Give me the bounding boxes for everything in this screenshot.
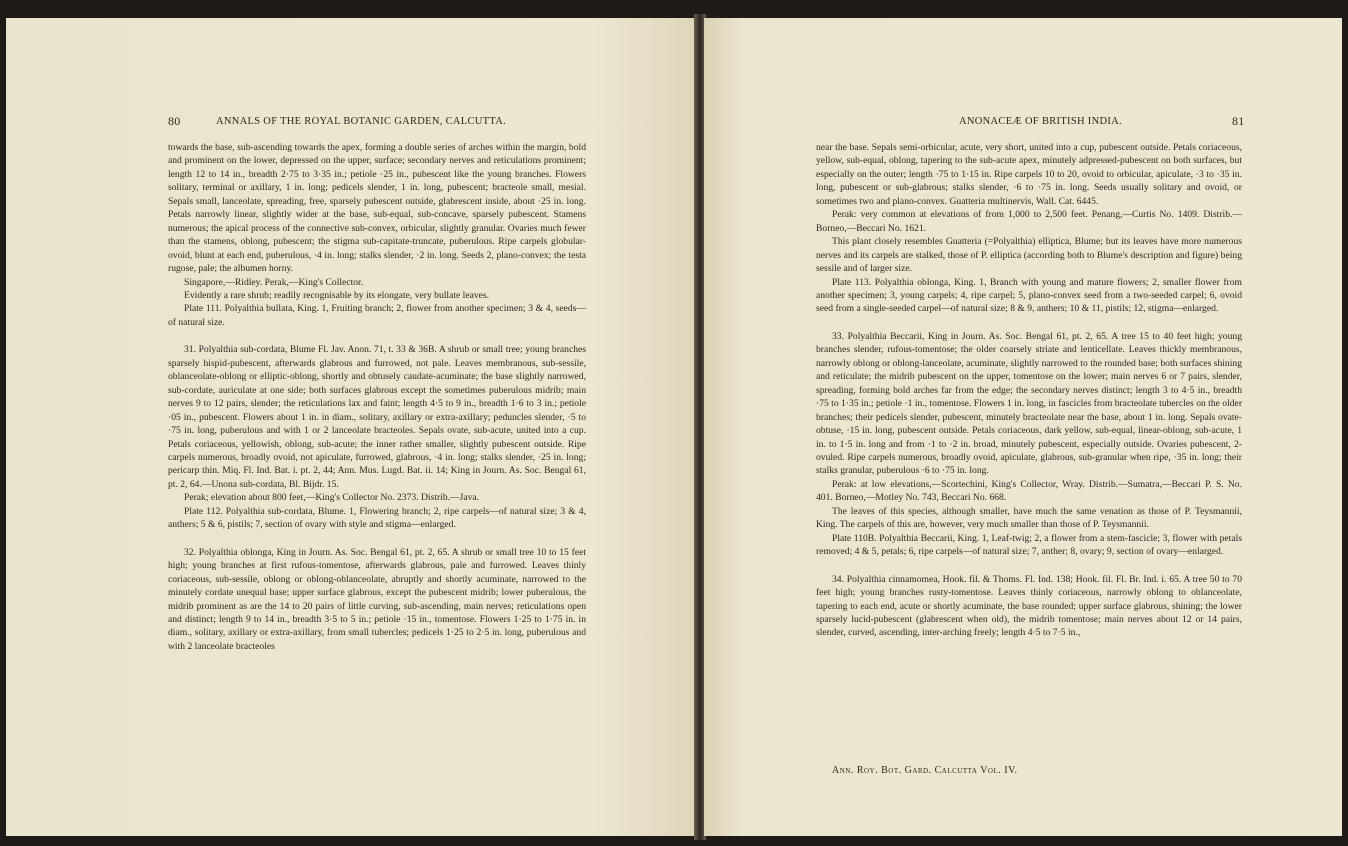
- page-footer: Ann. Roy. Bot. Gard. Calcutta Vol. IV.: [832, 765, 1018, 776]
- running-head: ANNALS OF THE ROYAL BOTANIC GARDEN, CALCUTTA.: [216, 116, 507, 127]
- left-page: [6, 18, 696, 836]
- paragraph: Singapore,—Ridley. Perak,—King's Collector.: [184, 276, 364, 288]
- paragraph: Perak: very common at elevations of from 1,000 to 2,500 feet. Penang,—Curtis No. 1409. Distrib.—Borneo,—Beccari No. 1621.: [816, 209, 1242, 234]
- paragraph: near the base. Sepals semi-orbicular, acute, very short, united into a cup, pubescent outside. Petals coriaceous, yellow, sub-equal, oblong, tapering to the sub-acute apex, minutely adpressed-pubescent on both surfaces, but especially on the outer; length ·75 to 1·15 in. Ripe carpels 10 to 20, ovoid to orbicular, apiculate, ·3 to ·35 in. long, pubescent or sub-glabrous; stalks slender, ·6 to ·75 in. long. Seeds usually solitary and ovoid, or sometimes two and plano-convex. Guatteria multinervis, Wall. Cat. 6445.: [816, 142, 1242, 207]
- running-head: ANONACEÆ OF BRITISH INDIA.: [959, 116, 1122, 127]
- page-body: [168, 141, 586, 653]
- page-number: 81: [1232, 114, 1245, 128]
- paragraph: Evidently a rare shrub; readily recognisable by its elongate, very bullate leaves.: [184, 289, 490, 301]
- page-body: [816, 141, 1242, 640]
- species-entry: 31. Polyalthia sub-cordata, Blume Fl. Jav. Anon. 71, t. 33 & 36B. A shrub or small tree; young branches sparsely hispid-pubescent, afterwards glabrous and furrowed, not pale. Leaves membranous, sub-sessile, oblanceolate-oblong or elliptic-oblong, shortly and obtusely caudate-acuminate; the base slightly narrowed, sub-cordate, auriculate at one side; both surfaces glabrous except the sometimes puberulous midrib; main nerves 9 to 12 pairs, slender; the reticulations lax and faint; length 4·5 to 9 in., breadth 1·6 to 3 in.; petiole ·05 in., pubescent. Flowers about 1 in. in diam., solitary, axillary or extra-axillary; peduncles slender, ·5 to ·75 in. long, puberulous and with 1 or 2 lanceolate bracteoles. Sepals ovate, sub-acute, united into a cup. Petals coriaceous, yellowish, oblong, sub-acute; the inner rather smaller, slightly pubescent outside. Ripe carpels numerous, broadly ovoid, not apiculate, furrowed, glabrous, ·4 in. long; stalks slender, ·25 in. long; pericarp thin. Miq. Fl. Ind. Bat. i. pt. 2, 44; Ann. Mus. Lugd. Bat. ii. 14; King in Journ. As. Soc. Bengal 61, pt. 2, 64.—Unona sub-cordata, Bl. Bijdr. 15.: [168, 344, 586, 490]
- paragraph: This plant closely resembles Guatteria (=Polyalthia) elliptica, Blume; but its leaves have more numerous nerves and its carpels are stalked, those of P. elliptica (according both to Blume's description and figure) being sessile and of larger size.: [816, 236, 1242, 275]
- paragraph: Perak; elevation about 800 feet,—King's Collector No. 2373. Distrib.—Java.: [184, 492, 480, 504]
- paragraph: towards the base, sub-ascending towards the apex, forming a double series of arches within the margin, bold and prominent on the lower, depressed on the upper, surface; secondary nerves and reticulations prominent; length 12 to 14 in., breadth 2·75 to 3·35 in.; petiole ·25 in., pubescent like the young branches. Flowers solitary, terminal or axillary, 1 in. long; pedicels slender, 1 in. long, pubescent; bracteole small, mesial. Sepals small, lanceolate, spreading, free, sparsely pubescent outside, glabrescent inside, about ·25 in. long. Petals narrowly linear, slightly wider at the base, sub-equal, sub-concave, sparsely pubescent. Stamens numerous; the apical process of the connective sub-convex, orbicular, slightly granular. Ovaries much fewer than the stamens, oblong, pubescent; the stigma sub-capitate-truncate, puberulous. Ripe carpels globular-ovoid, blunt at each end, puberulous, ·4 in. long; stalks slender, ·2 in. long. Seeds 2, plano-convex; the testa rugose, pale; the albumen horny.: [168, 142, 586, 275]
- plate-caption: Plate 113. Polyalthia oblonga, King. 1, Branch with young and mature flowers; 2, smaller flower from another specimen; 3, young carpels; 4, ripe carpel; 5, plano-convex seed from a two-seeded carpel; 6, ovoid seed from a single-seeded carpel—of natural size; 8 & 9, anthers; 10 & 11, pistils; 12, stigma—enlarged.: [816, 276, 1242, 315]
- paragraph: The leaves of this species, although smaller, have much the same venation as those of P. Teysmannii, King. The carpels of this are, however, very much smaller than those of P. Teysmannii.: [816, 505, 1242, 531]
- species-entry: 33. Polyalthia Beccarii, King in Journ. As. Soc. Bengal 61, pt. 2, 65. A tree 15 to 40 feet high; young branches slender, rufous-tomentose; the older coarsely striate and lenticellate. Leaves thickly membranous, narrowly oblong or oblong-lanceolate, acuminate, slightly narrowed to the rounded base; both surfaces shining and reticulate; the midrib pubescent on the upper, tomentose on the lower; main nerves 6 or 7 pairs, slender, spreading, forming bold arches far from the edge; the secondary nerves distinct; length 3 to 4·5 in., breadth ·75 to 1·35 in.; petiole ·1 in., tomentose. Flowers 1 in. long, in fascicles from bracteolate tubercles on the older branches; their pedicels slender, pubescent, minutely bracteolate near the base, about 1 in. long. Sepals ovate-obtuse, ·15 in. long, pubescent outside. Petals coriaceous, dark yellow, sub-equal, linear-oblong, sub-acute, 1 in. to 1·5 in. long and from ·1 to ·2 in. broad, minutely pubescent, especially outside. Ovaries pubescent, 2-ovuled. Ripe carpels numerous, broadly ovoid, apiculate, glabrous, sub-granular when ripe, ·35 in. long; their stalks granular, puberulous ·6 to ·75 in. long.: [816, 330, 1243, 477]
- right-page: [704, 18, 1342, 836]
- plate-caption: Plate 110B. Polyalthia Beccarii, King. 1, Leaf-twig; 2, a flower from a stem-fascicle; 3, flower with petals removed; 4 & 5, petals; 6, ripe carpels—of natural size; 7, anther; 8, ovary; 9, section of ovary—enlarged.: [816, 532, 1242, 558]
- species-entry: 32. Polyalthia oblonga, King in Journ. As. Soc. Bengal 61, pt. 2, 65. A shrub or small tree 10 to 15 feet high; young branches at first rufous-tomentose, afterwards glabrous, pale and furrowed. Leaves thinly coriaceous, sub-sessile, oblong or oblong-oblanceolate, abruptly and shortly acuminate, narrowed to the minutely cordate unequal base; upper surface glabrous, except the pubescent midrib; lower puberulous, the midrib prominent as are the 14 to 20 pairs of little curving, sub-ascending, main nerves; reticulations open and distinct; length 9 to 14 in., breadth 3·5 to 5 in.; petiole ·15 in., tomentose. Flowers 1·25 to 1·75 in. in diam., solitary, axillary or extra-axillary, from small tubercles; pedicels 1·25 to 2·5 in. long, puberulous and with 2 lanceolate bracteoles: [168, 546, 586, 652]
- plate-caption: Plate 111. Polyalthia bullata, King. 1, Fruiting branch; 2, flower from another specimen; 3 & 4, seeds—of natural size.: [168, 303, 586, 328]
- page-number: 80: [168, 114, 181, 128]
- plate-caption: Plate 112. Polyalthia sub-cordata, Blume. 1, Flowering branch; 2, ripe carpels—of natural size; 3 & 4, anthers; 5 & 6, pistils; 7, section of ovary with style and stigma—enlarged.: [168, 505, 586, 531]
- species-entry: 34. Polyalthia cinnamomea, Hook. fil. & Thoms. Fl. Ind. 138; Hook. fil. Fl. Br. Ind. i. 65. A tree 50 to 70 feet high; young branches rusty-tomentose. Leaves thinly coriaceous, narrowly oblong to oblanceolate, tapering to each end, acute or shortly acuminate, the base rounded; upper surface glabrous, shining; the lower sparsely lucid-pubescent (glabrescent when old), the midrib tomentose; main nerves about 12 or 14 pairs, slender, curved, ascending, inter-arching freely; length 4·5 to 7·5 in.,: [816, 573, 1242, 639]
- paragraph: Perak: at low elevations,—Scortechini, King's Collector, Wray. Distrib.—Sumatra,—Beccari P. S. No. 401. Borneo,—Motley No. 743, Beccari No. 668.: [816, 478, 1242, 504]
